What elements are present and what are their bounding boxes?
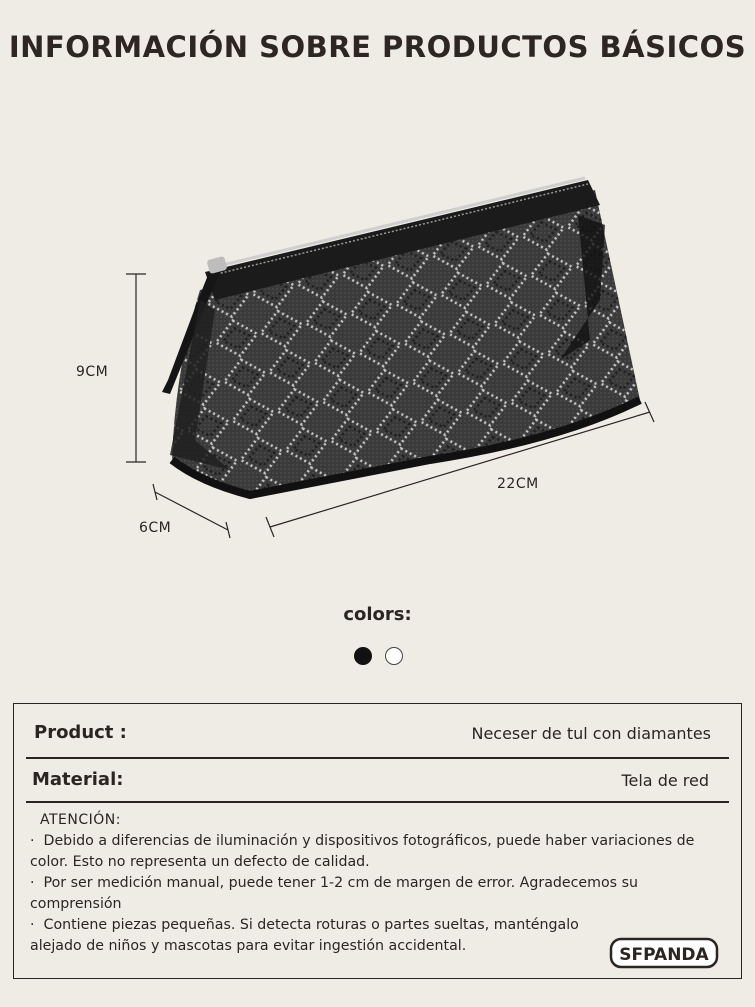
product-value: Neceser de tul con diamantes: [471, 724, 711, 743]
material-value: Tela de red: [621, 771, 709, 790]
page-title: INFORMACIÓN SOBRE PRODUCTOS BÁSICOS: [8, 30, 747, 64]
colors-label: colors:: [343, 604, 412, 625]
brand-logo: [609, 937, 719, 969]
bag-illustration: [162, 178, 640, 495]
notice-title: ATENCIÓN:: [40, 812, 121, 828]
notice-item: · Contiene piezas pequeñas. Si detecta roturas o partes sueltas, manténgalo alejado de niños y mascotas para evitar ingestión accidental.: [30, 917, 579, 954]
notice-section: [30, 810, 720, 957]
material-label: Material:: [32, 769, 124, 790]
product-label: Product :: [34, 722, 127, 743]
product-info-box: [13, 703, 742, 979]
notice-item: · Por ser medición manual, puede tener 1-2 cm de margen de error. Agradecemos su comprensión: [30, 875, 638, 912]
color-swatch-black[interactable]: [354, 647, 372, 665]
notice-item: · Debido a diferencias de iluminación y dispositivos fotográficos, puede haber variaciones de color. Esto no representa un defecto de calidad.: [30, 833, 695, 870]
material-row: [14, 757, 741, 807]
length-label: 22CM: [497, 476, 539, 492]
product-row: [14, 708, 741, 758]
divider: [26, 801, 729, 803]
color-swatch-white[interactable]: [385, 647, 403, 665]
svg-text:SFPANDA: SFPANDA: [619, 945, 709, 965]
height-label: 9CM: [76, 364, 109, 380]
depth-label: 6CM: [139, 520, 172, 536]
